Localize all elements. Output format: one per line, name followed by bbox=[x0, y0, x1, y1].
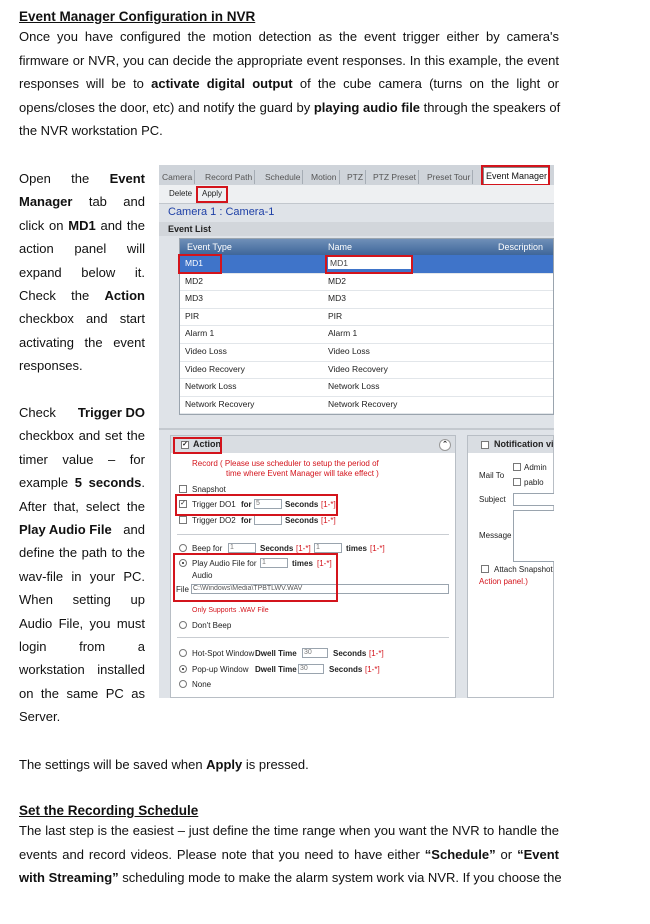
cell-event-type: Network Loss bbox=[185, 381, 237, 392]
table-row[interactable] bbox=[180, 290, 553, 309]
notification-header bbox=[468, 436, 553, 453]
audio-label: Audio bbox=[192, 571, 213, 580]
do1-seconds-input[interactable]: 5 bbox=[254, 499, 282, 509]
divider bbox=[159, 428, 554, 430]
intro-line bbox=[19, 123, 559, 138]
text bbox=[19, 616, 145, 631]
text: through the speakers of bbox=[420, 99, 561, 115]
delete-button[interactable]: Delete bbox=[169, 189, 193, 198]
beep-range-label: [1-*] bbox=[296, 544, 311, 553]
text: After that, select the bbox=[19, 498, 145, 514]
text: on the same PC as bbox=[19, 685, 145, 701]
attach-note: Action panel.) bbox=[479, 577, 528, 586]
text: below bbox=[81, 264, 116, 280]
pablo-label: pablo bbox=[524, 478, 544, 487]
bold-text: Manager bbox=[19, 194, 73, 210]
text: activating bbox=[19, 334, 74, 350]
action-label: Action bbox=[193, 439, 221, 449]
action-panel bbox=[170, 435, 456, 698]
left-column-line bbox=[19, 499, 145, 514]
cell-event-type: MD2 bbox=[185, 275, 203, 286]
action-checkbox[interactable]: ✓ bbox=[182, 441, 188, 448]
heading-recording-schedule: Set the Recording Schedule bbox=[19, 803, 199, 818]
intro-line bbox=[19, 76, 559, 91]
nvr-event-manager-screenshot bbox=[159, 165, 554, 698]
text bbox=[19, 475, 145, 490]
beep-times-input[interactable]: 1 bbox=[314, 543, 342, 553]
table-row[interactable] bbox=[180, 325, 553, 344]
attach-snapshot-label: Attach Snapshot bbox=[494, 565, 553, 574]
toolbar bbox=[159, 185, 554, 204]
text: The settings will be saved when bbox=[19, 757, 207, 772]
text bbox=[19, 569, 145, 584]
left-column-line bbox=[19, 662, 145, 677]
left-column-line bbox=[19, 452, 145, 467]
table-row[interactable] bbox=[180, 378, 553, 397]
cell-name: Video Recovery bbox=[328, 363, 388, 374]
collapse-icon[interactable]: ⌃ bbox=[439, 439, 451, 451]
pablo-checkbox[interactable] bbox=[513, 478, 521, 486]
left-column-line bbox=[19, 358, 145, 373]
text: – bbox=[108, 451, 116, 467]
schedule-line bbox=[19, 870, 562, 885]
left-column-line bbox=[19, 428, 145, 443]
none-radio[interactable] bbox=[179, 680, 187, 688]
text: When bbox=[19, 592, 53, 608]
trigger-do2-checkbox[interactable] bbox=[179, 516, 187, 524]
play-audio-label: Play Audio File for bbox=[192, 559, 257, 568]
col-name[interactable]: Name bbox=[328, 242, 353, 252]
apply-button[interactable]: Apply bbox=[202, 189, 223, 198]
trigger-do1-label: Trigger DO1 bbox=[192, 500, 236, 509]
tab-bar bbox=[159, 165, 554, 185]
popup-radio[interactable] bbox=[179, 665, 187, 673]
left-column-line bbox=[19, 311, 145, 326]
play-audio-radio[interactable] bbox=[179, 559, 187, 567]
bold-text: activate digital output bbox=[151, 76, 293, 91]
bold-text: playing audio file bbox=[313, 99, 421, 115]
text: firmware or NVR, you can decide the appropriate event responses. In this example, the event bbox=[19, 52, 559, 68]
tab-ptz-preset[interactable]: PTZ Preset bbox=[371, 170, 419, 184]
wav-note: Only Supports .WAV File bbox=[192, 607, 269, 614]
do2-seconds-input[interactable] bbox=[254, 515, 282, 525]
action-panel-header bbox=[171, 436, 455, 453]
left-column-line bbox=[19, 592, 145, 607]
cell-name: MD1 bbox=[328, 257, 412, 269]
event-list-header: Event List bbox=[159, 222, 554, 236]
popup-label: Pop-up Window bbox=[192, 665, 249, 674]
text: checkbox and set the bbox=[19, 428, 145, 444]
beep-times-range: [1-*] bbox=[370, 544, 385, 553]
dont-beep-radio[interactable] bbox=[179, 621, 187, 629]
text: click on bbox=[19, 217, 69, 233]
left-column-line bbox=[19, 475, 145, 490]
seconds-label: Seconds bbox=[285, 500, 319, 509]
admin-label: Admin bbox=[524, 463, 547, 472]
text: the NVR workstation PC. bbox=[19, 123, 163, 138]
for-label: for bbox=[241, 500, 252, 509]
text: login bbox=[19, 639, 47, 654]
beep-times-label: times bbox=[346, 544, 367, 553]
none-label: None bbox=[192, 680, 212, 689]
cell-event-type: PIR bbox=[185, 310, 200, 321]
left-column-line bbox=[19, 639, 145, 654]
text: event bbox=[113, 334, 145, 350]
for-label-2: for bbox=[241, 516, 252, 525]
text: panel bbox=[74, 241, 107, 257]
heading-event-manager: Event Manager Configuration in NVR bbox=[19, 9, 256, 24]
hotspot-radio[interactable] bbox=[179, 649, 187, 657]
cell-name: MD2 bbox=[328, 275, 346, 286]
text: Check bbox=[19, 405, 56, 420]
text: setting bbox=[72, 592, 111, 608]
text: workstation installed bbox=[19, 662, 145, 678]
table-row[interactable] bbox=[180, 255, 553, 274]
cell-name: Video Loss bbox=[328, 346, 370, 356]
text: for bbox=[129, 451, 145, 467]
text: from bbox=[79, 639, 106, 654]
col-description[interactable]: Description bbox=[498, 242, 544, 252]
bold-text: MD1 bbox=[68, 217, 96, 233]
cell-event-type: Video Loss bbox=[185, 346, 227, 356]
settings-saved-note bbox=[19, 757, 309, 772]
audio-times-input[interactable]: 1 bbox=[260, 558, 288, 568]
text: The last step is the easiest – just define the time range when you want the NVR to handle the bbox=[19, 823, 559, 838]
bold-text: Play Audio File bbox=[19, 522, 112, 537]
text: value bbox=[62, 451, 94, 467]
cell-name: Alarm 1 bbox=[328, 328, 358, 339]
left-column-line bbox=[19, 522, 145, 537]
left-column-line bbox=[19, 241, 145, 256]
text: Server. bbox=[19, 709, 61, 725]
trigger-do2-label: Trigger DO2 bbox=[192, 516, 236, 525]
left-column-line bbox=[19, 265, 145, 280]
text: is pressed. bbox=[242, 757, 309, 772]
beep-radio[interactable] bbox=[179, 544, 187, 552]
text bbox=[19, 428, 145, 443]
text: the bbox=[71, 288, 90, 303]
text bbox=[19, 358, 145, 373]
text: will bbox=[126, 241, 145, 257]
tab-schedule[interactable]: Schedule bbox=[263, 170, 303, 184]
cell-event-type: Network Recovery bbox=[185, 398, 255, 409]
record-note-1: Record ( Please use scheduler to setup the period of bbox=[192, 459, 379, 468]
text: it. bbox=[134, 264, 145, 280]
text: wav-file in your PC. bbox=[19, 568, 145, 584]
text: timer bbox=[19, 451, 48, 467]
tab-ptz[interactable]: PTZ bbox=[345, 170, 366, 184]
audio-times-range: [1-*] bbox=[317, 559, 332, 568]
subject-input[interactable] bbox=[513, 493, 554, 506]
text: Check bbox=[19, 288, 56, 303]
hotspot-label: Hot-Spot Window bbox=[192, 649, 255, 658]
intro-line bbox=[19, 29, 559, 44]
schedule-line bbox=[19, 847, 559, 862]
schedule-line bbox=[19, 823, 559, 838]
text: Audio File, you must bbox=[19, 615, 145, 631]
left-column-line bbox=[19, 288, 145, 303]
hotspot-dwell-input[interactable]: 30 bbox=[302, 648, 328, 658]
mail-to-label: Mail To bbox=[479, 471, 505, 480]
file-label: File bbox=[176, 585, 189, 594]
audio-file-path-input[interactable]: C:\Windows\Media\TPBTLWV.WAV bbox=[191, 584, 449, 594]
notification-label: Notification vi bbox=[494, 439, 554, 449]
notification-checkbox[interactable] bbox=[481, 441, 489, 449]
bold-text: 5 seconds bbox=[74, 475, 142, 491]
text: . bbox=[141, 475, 145, 491]
text bbox=[19, 499, 145, 514]
seconds-label-2: Seconds bbox=[285, 516, 319, 525]
hotspot-dwell-label: Dwell Time bbox=[255, 649, 297, 658]
hotspot-seconds-label: Seconds bbox=[333, 649, 367, 658]
cell-event-type: MD1 bbox=[185, 258, 203, 268]
text bbox=[19, 709, 145, 724]
col-event-type[interactable]: Event Type bbox=[187, 242, 232, 252]
text: action bbox=[19, 241, 54, 257]
cell-name: Network Loss bbox=[328, 381, 380, 392]
text: start bbox=[119, 311, 145, 327]
left-column-line bbox=[19, 405, 145, 420]
text: Once you have configured the motion detection as the event trigger either by camera's bbox=[19, 29, 559, 44]
text: and the bbox=[95, 217, 145, 233]
text: of the cube camera (turns on the light or bbox=[292, 76, 560, 91]
event-list-table bbox=[179, 238, 554, 415]
divider bbox=[177, 534, 449, 535]
tab-preset-tour[interactable]: Preset Tour bbox=[425, 170, 473, 184]
text: scheduling mode to make the alarm system work via NVR. If you choose the bbox=[118, 870, 562, 885]
notification-panel bbox=[467, 435, 554, 698]
attach-snapshot-checkbox[interactable] bbox=[481, 565, 489, 573]
bold-text: Apply bbox=[206, 757, 243, 772]
text: events and record videos. Please note that you need to have either bbox=[19, 846, 425, 862]
snapshot-label: Snapshot bbox=[192, 485, 226, 494]
popup-range: [1-*] bbox=[365, 665, 380, 674]
text: and bbox=[123, 194, 145, 210]
bold-text: “Event bbox=[517, 846, 559, 862]
left-column-line bbox=[19, 171, 145, 186]
intro-line bbox=[19, 53, 559, 68]
trigger-do1-checkbox[interactable]: ✓ bbox=[180, 500, 186, 507]
record-note-2: time where Event Manager will take effect ) bbox=[226, 469, 379, 478]
popup-seconds-label: Seconds bbox=[329, 665, 363, 674]
beep-seconds-label: Seconds bbox=[260, 544, 294, 553]
divider bbox=[177, 637, 449, 638]
tab-event-manager[interactable]: Event Manager bbox=[483, 167, 550, 186]
popup-dwell-input[interactable]: 30 bbox=[298, 664, 324, 674]
table-header bbox=[180, 239, 553, 255]
cell-name: Network Recovery bbox=[328, 398, 398, 409]
admin-checkbox[interactable] bbox=[513, 463, 521, 471]
text: expand bbox=[19, 264, 62, 280]
beep-seconds-input[interactable]: 1 bbox=[228, 543, 256, 553]
range-label: [1-*] bbox=[321, 500, 336, 509]
intro-line bbox=[19, 100, 559, 115]
bold-text: Event bbox=[109, 171, 145, 186]
left-column-line bbox=[19, 569, 145, 584]
text: the bbox=[71, 171, 90, 186]
text bbox=[19, 686, 145, 701]
left-column-line bbox=[19, 545, 145, 560]
message-label: Message bbox=[479, 531, 512, 540]
left-column-line bbox=[19, 686, 145, 701]
audio-times-label: times bbox=[292, 559, 313, 568]
table-row[interactable] bbox=[180, 308, 553, 327]
text: example bbox=[19, 475, 75, 491]
popup-dwell-label: Dwell Time bbox=[255, 665, 297, 674]
table-row[interactable] bbox=[180, 361, 553, 380]
text: tab bbox=[88, 194, 107, 210]
snapshot-checkbox[interactable] bbox=[179, 485, 187, 493]
subject-label: Subject bbox=[479, 495, 506, 504]
message-textarea[interactable] bbox=[513, 510, 554, 562]
table-row[interactable] bbox=[180, 343, 553, 362]
bold-text: Action bbox=[104, 288, 145, 303]
text: define the path to the bbox=[19, 545, 145, 561]
bold-text: with Streaming” bbox=[19, 870, 119, 885]
text bbox=[19, 662, 145, 677]
tab-motion[interactable]: Motion bbox=[309, 170, 340, 184]
text: up bbox=[130, 592, 145, 608]
cell-name: MD3 bbox=[328, 293, 346, 304]
cell-name: PIR bbox=[328, 310, 343, 321]
bold-text: Trigger DO bbox=[77, 405, 145, 420]
cell-event-type: MD3 bbox=[185, 293, 203, 304]
tab-camera[interactable]: Camera bbox=[160, 170, 195, 184]
text: the bbox=[84, 334, 103, 350]
left-column-line bbox=[19, 616, 145, 631]
table-row[interactable] bbox=[180, 396, 553, 415]
left-column-line bbox=[19, 218, 145, 233]
left-column-line bbox=[19, 335, 145, 350]
dont-beep-label: Don't Beep bbox=[192, 621, 232, 630]
hotspot-range: [1-*] bbox=[369, 649, 384, 658]
text: opens/closes the door, etc) and notify the guard by bbox=[19, 99, 314, 115]
text: Open bbox=[19, 171, 51, 186]
text: a bbox=[137, 639, 145, 654]
text bbox=[19, 545, 145, 560]
beep-for-label: Beep for bbox=[192, 544, 223, 553]
text: and bbox=[85, 311, 108, 327]
text: and bbox=[123, 522, 145, 537]
left-column-line bbox=[19, 709, 145, 724]
bold-text: “Schedule” bbox=[424, 846, 496, 862]
text: responses. bbox=[19, 358, 83, 374]
cell-event-type: Video Recovery bbox=[185, 363, 245, 374]
text: or bbox=[495, 846, 518, 862]
left-column-line bbox=[19, 194, 145, 209]
cell-event-type: Alarm 1 bbox=[185, 328, 215, 339]
tab-record-path[interactable]: Record Path bbox=[203, 170, 255, 184]
table-row[interactable] bbox=[180, 273, 553, 292]
range-label-2: [1-*] bbox=[321, 516, 336, 525]
camera-title: Camera 1 : Camera-1 bbox=[168, 206, 275, 218]
text: responses will be to bbox=[19, 76, 152, 91]
text: checkbox bbox=[19, 311, 74, 327]
text bbox=[19, 218, 145, 233]
